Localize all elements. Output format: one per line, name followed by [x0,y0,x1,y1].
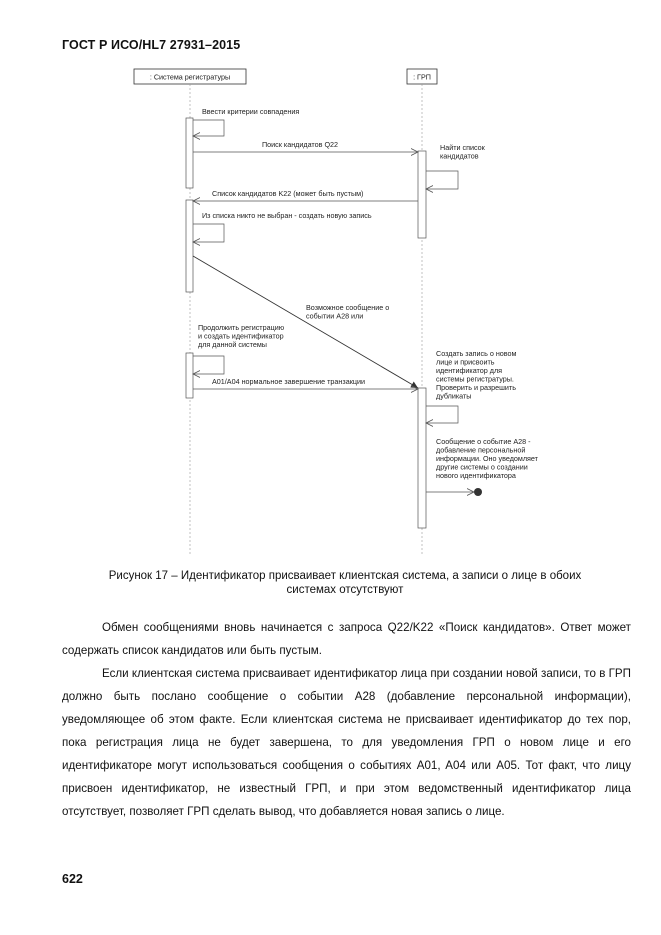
message-label: Возможное сообщение о событии A28 или [306,303,390,321]
figure-caption [60,569,630,597]
paragraph: Если клиентская система присваивает идентификатор лица при создании новой записи, то в ГРП должно быть послано сообщение о событии A28 (добавление персональной информации), уведомляющее об этом факте. Если клиентская система не присваивает идентификатор до тех пор, пока регистрация лица не будет завершена, то для уведомления ГРП о новом лице и его идентификаторе могут использоваться сообщения о событиях A01, A04 или A05. Тот факт, что лицу присвоен идентификатор, не известный ГРП, и при этом ведомственный идентификатор лица отсутствует, позволяет ГРП сделать вывод, что добавляется новая запись о лице. [62,667,631,818]
self-message-arrow [193,224,224,242]
activation-bar [418,151,426,238]
message-label: Поиск кандидатов Q22 [262,140,339,149]
caption-line: системах отсутствуют [286,584,404,596]
endpoint-dot [474,488,482,496]
message-label: Найти список кандидатов [440,143,485,161]
message-arrow-a28 [193,256,418,388]
activation-bar [186,200,193,292]
activation-bar [418,388,426,528]
message-label: A01/A04 нормальное завершение транзакции [212,377,365,386]
lifeline-header-grp [407,69,437,84]
message-label: Список кандидатов K22 (может быть пустым) [212,189,364,198]
message-label: Создать запись о новом лице и присвоить идентификатор для системы регистратуры. Проверить и разрешить дубликаты [436,349,517,401]
activation-bar [186,353,193,398]
paragraph: Обмен сообщениями вновь начинается с запроса Q22/K22 «Поиск кандидатов». Ответ может содержать список кандидатов или быть пустым. [62,621,631,657]
lifeline-header-registry [134,69,246,84]
message-label: Сообщение о событие A28 - добавление персональной информации. Оно уведомляет другие системы о создании нового идентификатора [436,437,538,480]
document-header: ГОСТ Р ИСО/HL7 27931–2015 [62,38,241,52]
caption-line: Рисунок 17 – Идентификатор присваивает клиентская система, а записи о лице в обоих [108,570,582,582]
message-label: Ввести критерии совпадения [202,107,300,116]
page-number: 622 [62,872,83,886]
activation-bar [186,118,193,188]
self-message-arrow [193,356,224,374]
self-message-arrow [193,120,224,136]
self-message-arrow [426,406,458,423]
lifeline-label-grp: : ГРП [413,72,431,82]
self-message-arrow [426,171,458,189]
message-label: Из списка никто не выбран - создать новую запись [202,211,372,220]
body-text [62,616,631,823]
lifeline-label-registry: : Система регистратуры [149,72,231,82]
message-label: Продолжить регистрацию и создать идентификатор для данной системы [198,323,285,349]
